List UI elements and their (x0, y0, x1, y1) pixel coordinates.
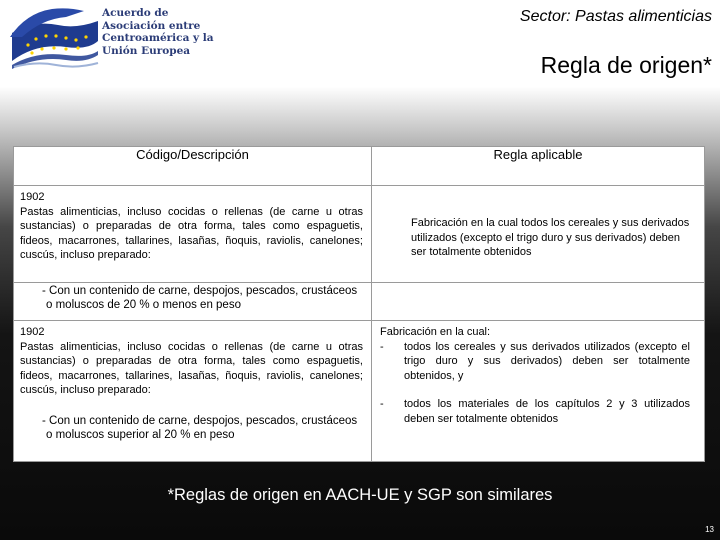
logo (6, 3, 226, 75)
table-row (14, 321, 705, 462)
column-header-rule: Regla aplicable (372, 147, 705, 186)
rule-intro: Fabricación en la cual: (380, 326, 491, 338)
page-title: Regla de origen* (540, 52, 712, 78)
rule-item-text: todos los cereales y sus derivados utilizados (excepto el trigo duro y sus derivados) deben ser totalmente obtenidos, y (404, 340, 690, 382)
table-row-condition (14, 283, 705, 321)
applicable-rule: Fabricación en la cual todos los cereales y sus derivados utilizados (excepto el trigo duro y sus derivados) deben ser totalmente obtenidos (411, 217, 690, 258)
rule-item (380, 397, 690, 426)
rule-item-text: todos los materiales de los capítulos 2 y 3 utilizados deben ser totalmente obtenidos (404, 398, 690, 425)
logo-line: Unión Europea (102, 44, 191, 57)
empty-cell (372, 283, 705, 321)
list-dash: - (380, 340, 384, 353)
rule-item (380, 340, 690, 384)
logo-text (102, 7, 232, 57)
logo-line: Centroamérica y la (102, 32, 214, 44)
code-description-cell (14, 186, 372, 283)
eu-flag-emblem-icon (6, 3, 102, 75)
table-header-row (14, 147, 705, 186)
list-dash: - (380, 398, 384, 410)
rule-cell (372, 186, 705, 283)
code-description-cell (14, 321, 372, 462)
logo-line: Asociación entre (102, 19, 201, 32)
rule-cell (372, 321, 705, 462)
table-row (14, 186, 705, 283)
condition-cell (14, 283, 372, 321)
content-condition: - Con un contenido de carne, despojos, pescados, crustáceos o moluscos superior al 20 % en peso (42, 414, 358, 441)
tariff-code: 1902 (20, 326, 45, 338)
origin-rules-table (13, 146, 705, 462)
content-condition: - Con un contenido de carne, despojos, pescados, crustáceos o moluscos de 20 % o menos en peso (42, 285, 358, 311)
logo-line: Acuerdo de (102, 7, 169, 19)
tariff-code: 1902 (20, 191, 45, 203)
product-description-text: Pastas alimenticias, incluso cocidas o rellenas (de carne u otras sustancias) o preparadas de otra forma, tales como espaguetis, fideos, macarrones, tallarines, lasañas, ñoquis, raviolis, canelones; cuscús, incluso preparado: (20, 340, 363, 396)
product-description-text: Pastas alimenticias, incluso cocidas o rellenas (de carne u otras sustancias) o preparadas de otra forma, tales como espaguetis, fideos, macarrones, tallarines, lasañas, ñoquis, raviolis, canelones; cuscús, incluso preparado: (20, 205, 363, 261)
page-number: 13 (705, 525, 714, 534)
sector-heading: Sector: Pastas alimenticias (519, 8, 712, 25)
product-description (20, 205, 363, 263)
footnote: *Reglas de origen en AACH-UE y SGP son similares (167, 486, 553, 504)
product-description (20, 340, 363, 398)
column-header-code: Código/Descripción (14, 147, 372, 186)
